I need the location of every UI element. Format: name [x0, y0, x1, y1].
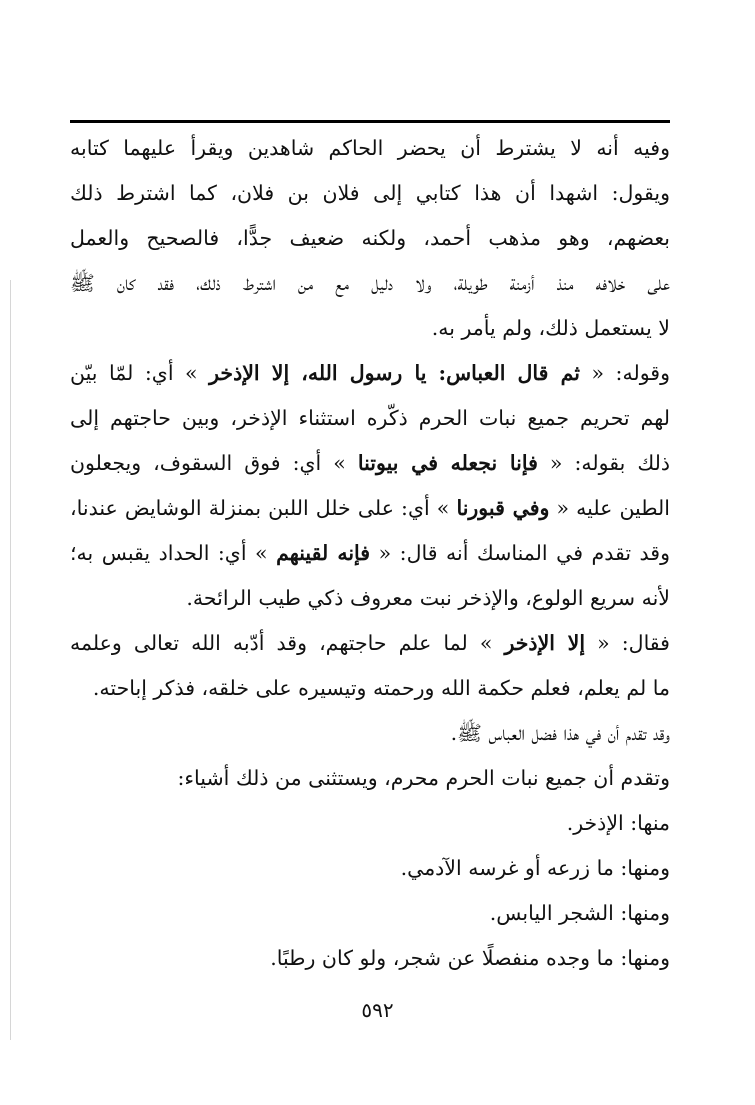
text-line-8	[70, 441, 670, 486]
list-item-3	[70, 891, 670, 936]
text-line-9	[70, 486, 670, 531]
page-number: ٥٩٢	[361, 998, 394, 1022]
text-segment: وقد تقدم في المناسك أنه قال: «	[370, 541, 670, 565]
text-segment: وقد تقدم أن في هذا فضل العباس ﷺ.	[450, 721, 670, 745]
text-segment: على خلافه منذ أزمنة طويلة، ولا دليل مع من اشترط ذلك، فقد كان ﷺ	[70, 271, 670, 295]
list-item-1	[70, 801, 670, 846]
text-segment: وتقدم أن جميع نبات الحرم محرم، ويستثنى من ذلك أشياء:	[177, 766, 670, 790]
hadith-quote: فإنه لقينهم	[276, 541, 371, 565]
text-line-5	[70, 306, 670, 351]
text-line-2	[70, 171, 670, 216]
text-line-4	[70, 261, 670, 306]
hadith-quote: ثم قال العباس: يا رسول الله، إلا الإذخر	[209, 361, 580, 385]
text-line-13	[70, 666, 670, 711]
text-segment: » أي: فوق السقوف، ويجعلون	[70, 451, 358, 475]
text-line-11	[70, 576, 670, 621]
text-segment: » أي: الحداد يقبس به؛	[70, 541, 277, 565]
text-line-12	[70, 621, 670, 666]
text-segment: ومنها: الشجر اليابس.	[489, 901, 670, 925]
hadith-quote: إلا الإذخر	[504, 631, 586, 655]
text-line-1	[70, 126, 670, 171]
header-rule	[70, 120, 670, 123]
text-line-3	[70, 216, 670, 261]
text-line-6	[70, 351, 670, 396]
text-segment: فقال: «	[585, 631, 670, 655]
text-segment: » لما علم حاجتهم، وقد أدّبه الله تعالى وعلمه	[70, 631, 505, 655]
text-segment: وفيه أنه لا يشترط أن يحضر الحاكم شاهدين ويقرأ عليهما كتابه	[70, 136, 670, 160]
text-segment: ومنها: ما وجده منفصلًا عن شجر، ولو كان رطبًا.	[270, 946, 670, 970]
text-line-7	[70, 396, 670, 441]
hadith-quote: وفي قبورنا	[456, 496, 550, 520]
scan-edge-line	[10, 280, 11, 1040]
text-segment: وقوله: «	[579, 361, 670, 385]
text-segment: ذلك بقوله: «	[537, 451, 670, 475]
text-segment: بعضهم، وهو مذهب أحمد، ولكنه ضعيف جدًّا، فالصحيح والعمل	[70, 226, 670, 250]
text-segment: لهم تحريم جميع نبات الحرم ذكّره استثناء الإذخر، وبين حاجتهم إلى	[70, 406, 670, 430]
text-line-14	[70, 711, 670, 756]
text-segment: » أي: على خلل اللبن بمنزلة الوشايض عندنا،	[70, 496, 457, 520]
text-segment: الطين عليه «	[549, 496, 670, 520]
list-item-4	[70, 936, 670, 981]
text-line-10	[70, 531, 670, 576]
text-segment: لا يستعمل ذلك، ولم يأمر به.	[431, 316, 670, 340]
list-item-2	[70, 846, 670, 891]
text-segment: » أي: لمّا بيّن	[70, 361, 210, 385]
text-segment: ومنها: ما زرعه أو غرسه الآدمي.	[400, 856, 670, 880]
text-segment: لأنه سريع الولوع، والإذخر نبت معروف ذكي طيب الرائحة.	[186, 586, 670, 610]
text-segment: ويقول: اشهدا أن هذا كتابي إلى فلان بن فلان، كما اشترط ذلك	[70, 181, 670, 205]
hadith-quote: فإنا نجعله في بيوتنا	[357, 451, 538, 475]
body-text	[70, 126, 670, 981]
text-line-15	[70, 756, 670, 801]
text-segment: منها: الإذخر.	[566, 811, 670, 835]
text-segment: ما لم يعلم، فعلم حكمة الله ورحمته وتيسيره على خلقه، فذكر إباحته.	[92, 676, 670, 700]
